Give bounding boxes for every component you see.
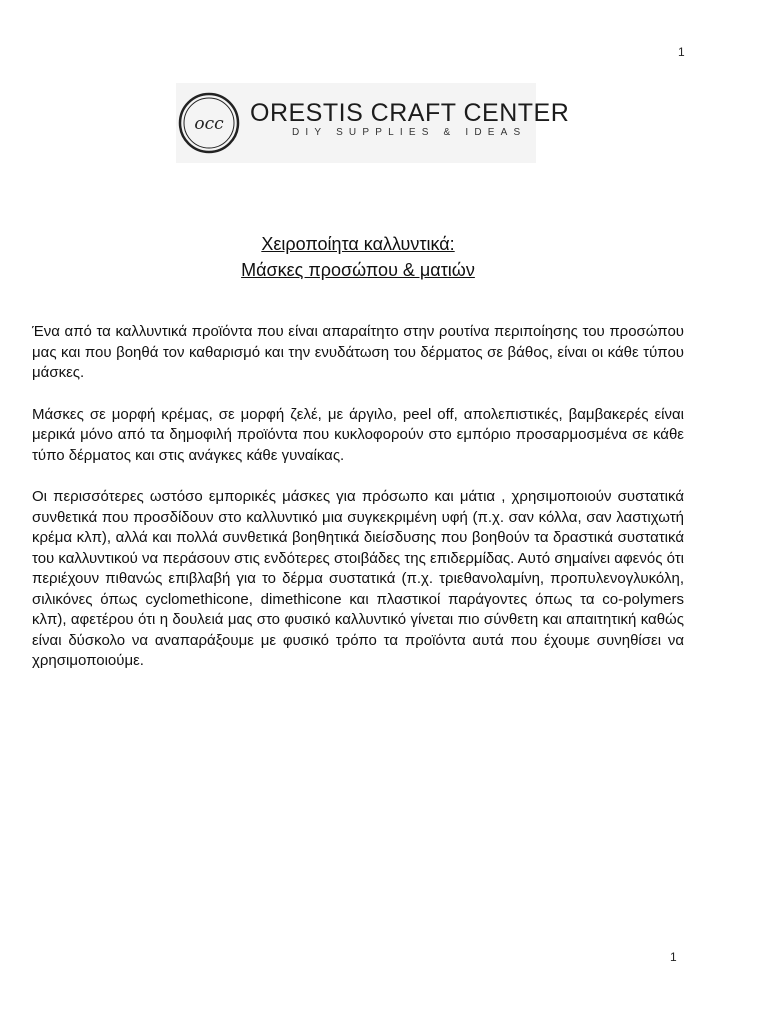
title-line-2: Μάσκες προσώπου & ματιών (241, 260, 475, 280)
title-line-1: Χειροποίητα καλλυντικά: (261, 234, 455, 254)
body-text (32, 322, 684, 693)
logo-name: ORESTIS CRAFT CENTER (250, 99, 570, 127)
occ-badge-icon (176, 90, 242, 156)
logo-monogram: occ (194, 114, 224, 134)
paragraph: Μάσκες σε μορφή κρέμας, σε μορφή ζελέ, με άργιλο, peel off, απολεπιστικές, βαμβακερές είναι μερικά μόνο από τα δημοφιλή προϊόντα που κυκλοφορούν στο εμπόριο προσαρμοσμένα σε κάθε τύπο δέρματος και στις ανάγκες κάθε γυναίκας. (32, 405, 684, 464)
paragraph: Οι περισσότερες ωστόσο εμπορικές μάσκες για πρόσωπο και μάτια , χρησιμοποιούν συστατικά συνθετικά που προσδίδουν στο καλλυντικό μια συγκεκριμένη υφή (π.χ. σαν κόλλα, σαν λαστιχωτή κρέμα κλπ), αλλά και πολλά συνθετικά βοηθητικά διείσδυσης που βοηθούν τα δραστικά συστατικά του καλλυντικού να περάσουν στις ενδότερες στοιβάδες της επιδερμίδας. Αυτό σημαίνει αφενός ότι περιέχουν πιθανώς επιβλαβή για το δέρμα συστατικά (π.χ. τριεθανολαμίνη, προπυλενογλυκόλη, σιλικόνες όπως cyclomethicone, dimethicone και πλαστικοί παράγοντες όπως τα co-polymers κλπ), αφετέρου ότι η δουλειά μας στο φυσικό καλλυντικό γίνεται πιο σύνθετη και απαιτητική καθώς είναι δύσκολο να αναπαράξουμε με φυσικό τρόπο τα προϊόντα αυτά που έχουμε συνηθίσει να χρησιμοποιούμε. (32, 488, 684, 669)
page-number-top: 1 (678, 45, 685, 59)
document-title (0, 231, 716, 283)
page-number-bottom: 1 (670, 950, 677, 964)
logo-tagline: DIY SUPPLIES & IDEAS (292, 127, 527, 138)
company-logo (176, 83, 570, 163)
paragraph: Ένα από τα καλλυντικά προϊόντα που είναι απαραίτητο στην ρουτίνα περιποίησης του προσώπου μας και που βοηθά τον καθαρισμό και την ενυδάτωση του δέρματος σε βάθος, είναι οι κάθε τύπου μάσκες. (32, 323, 684, 381)
